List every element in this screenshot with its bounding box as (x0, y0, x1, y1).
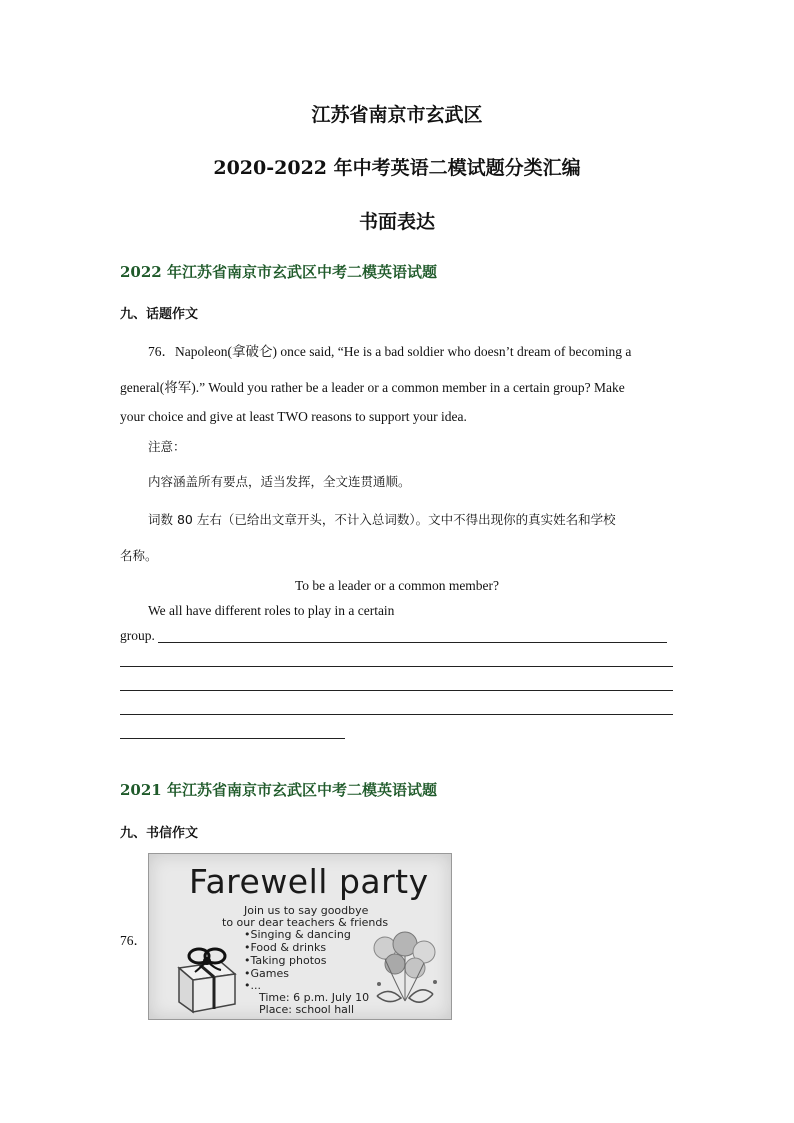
answer-line-5 (120, 738, 345, 739)
poster-line: •Singing & dancing (244, 928, 351, 941)
doc-title-main: 2020-2022 年中考英语二模试题分类汇编 (213, 157, 581, 179)
gift-box-icon (169, 934, 249, 1014)
note-label: 注意： (148, 439, 186, 454)
part-letter-writing: 九、书信作文 (120, 826, 199, 841)
poster-line: •... (244, 979, 261, 992)
essay-opening-group: group. (120, 628, 155, 643)
heading-2022: 2022 年江苏省南京市玄武区中考二模英语试题 (120, 263, 437, 281)
answer-line-3 (120, 690, 673, 691)
question-line-3: your choice and give at least TWO reasons to support your idea. (120, 409, 467, 424)
balloons-icon (367, 926, 447, 1016)
poster-line: •Taking photos (244, 954, 327, 967)
question-line-2: general(将军).” Would you rather be a leader or a common member in a certain group? Make (120, 380, 625, 395)
note-1: 内容涵盖所有要点，适当发挥，全文连贯通顺。 (148, 474, 411, 489)
essay-opening: We all have different roles to play in a certain (148, 603, 395, 618)
part-topic-essay: 九、话题作文 (120, 307, 199, 322)
poster-title: Farewell party (189, 862, 429, 901)
answer-line-1 (158, 642, 667, 643)
heading-2021: 2021 年江苏省南京市玄武区中考二模英语试题 (120, 781, 437, 799)
poster-line: Join us to say goodbye (244, 904, 369, 917)
answer-line-2 (120, 666, 673, 667)
question-line-1: 76．Napoleon(拿破仑) once said, “He is a bad soldier who doesn’t dream of becoming a (148, 344, 632, 359)
poster-line: •Food & drinks (244, 941, 327, 954)
poster-line: Time: 6 p.m. July 10 (259, 991, 370, 1004)
poster-line: •Games (244, 967, 289, 980)
doc-title-region: 江苏省南京市玄武区 (311, 104, 483, 126)
question-number-2021: 76． (120, 933, 147, 948)
poster-line: to our dear teachers & friends (222, 916, 389, 929)
poster-line: Place: school hall (259, 1003, 355, 1016)
answer-line-4 (120, 714, 673, 715)
farewell-party-poster (148, 853, 452, 1020)
note-2-cont: 名称。 (120, 548, 158, 563)
essay-title: To be a leader or a common member? (294, 578, 500, 593)
note-2: 词数 80 左右（已给出文章开头，不计入总词数）。文中不得出现你的真实姓名和学校 (148, 512, 616, 527)
doc-title-section: 书面表达 (358, 211, 435, 233)
